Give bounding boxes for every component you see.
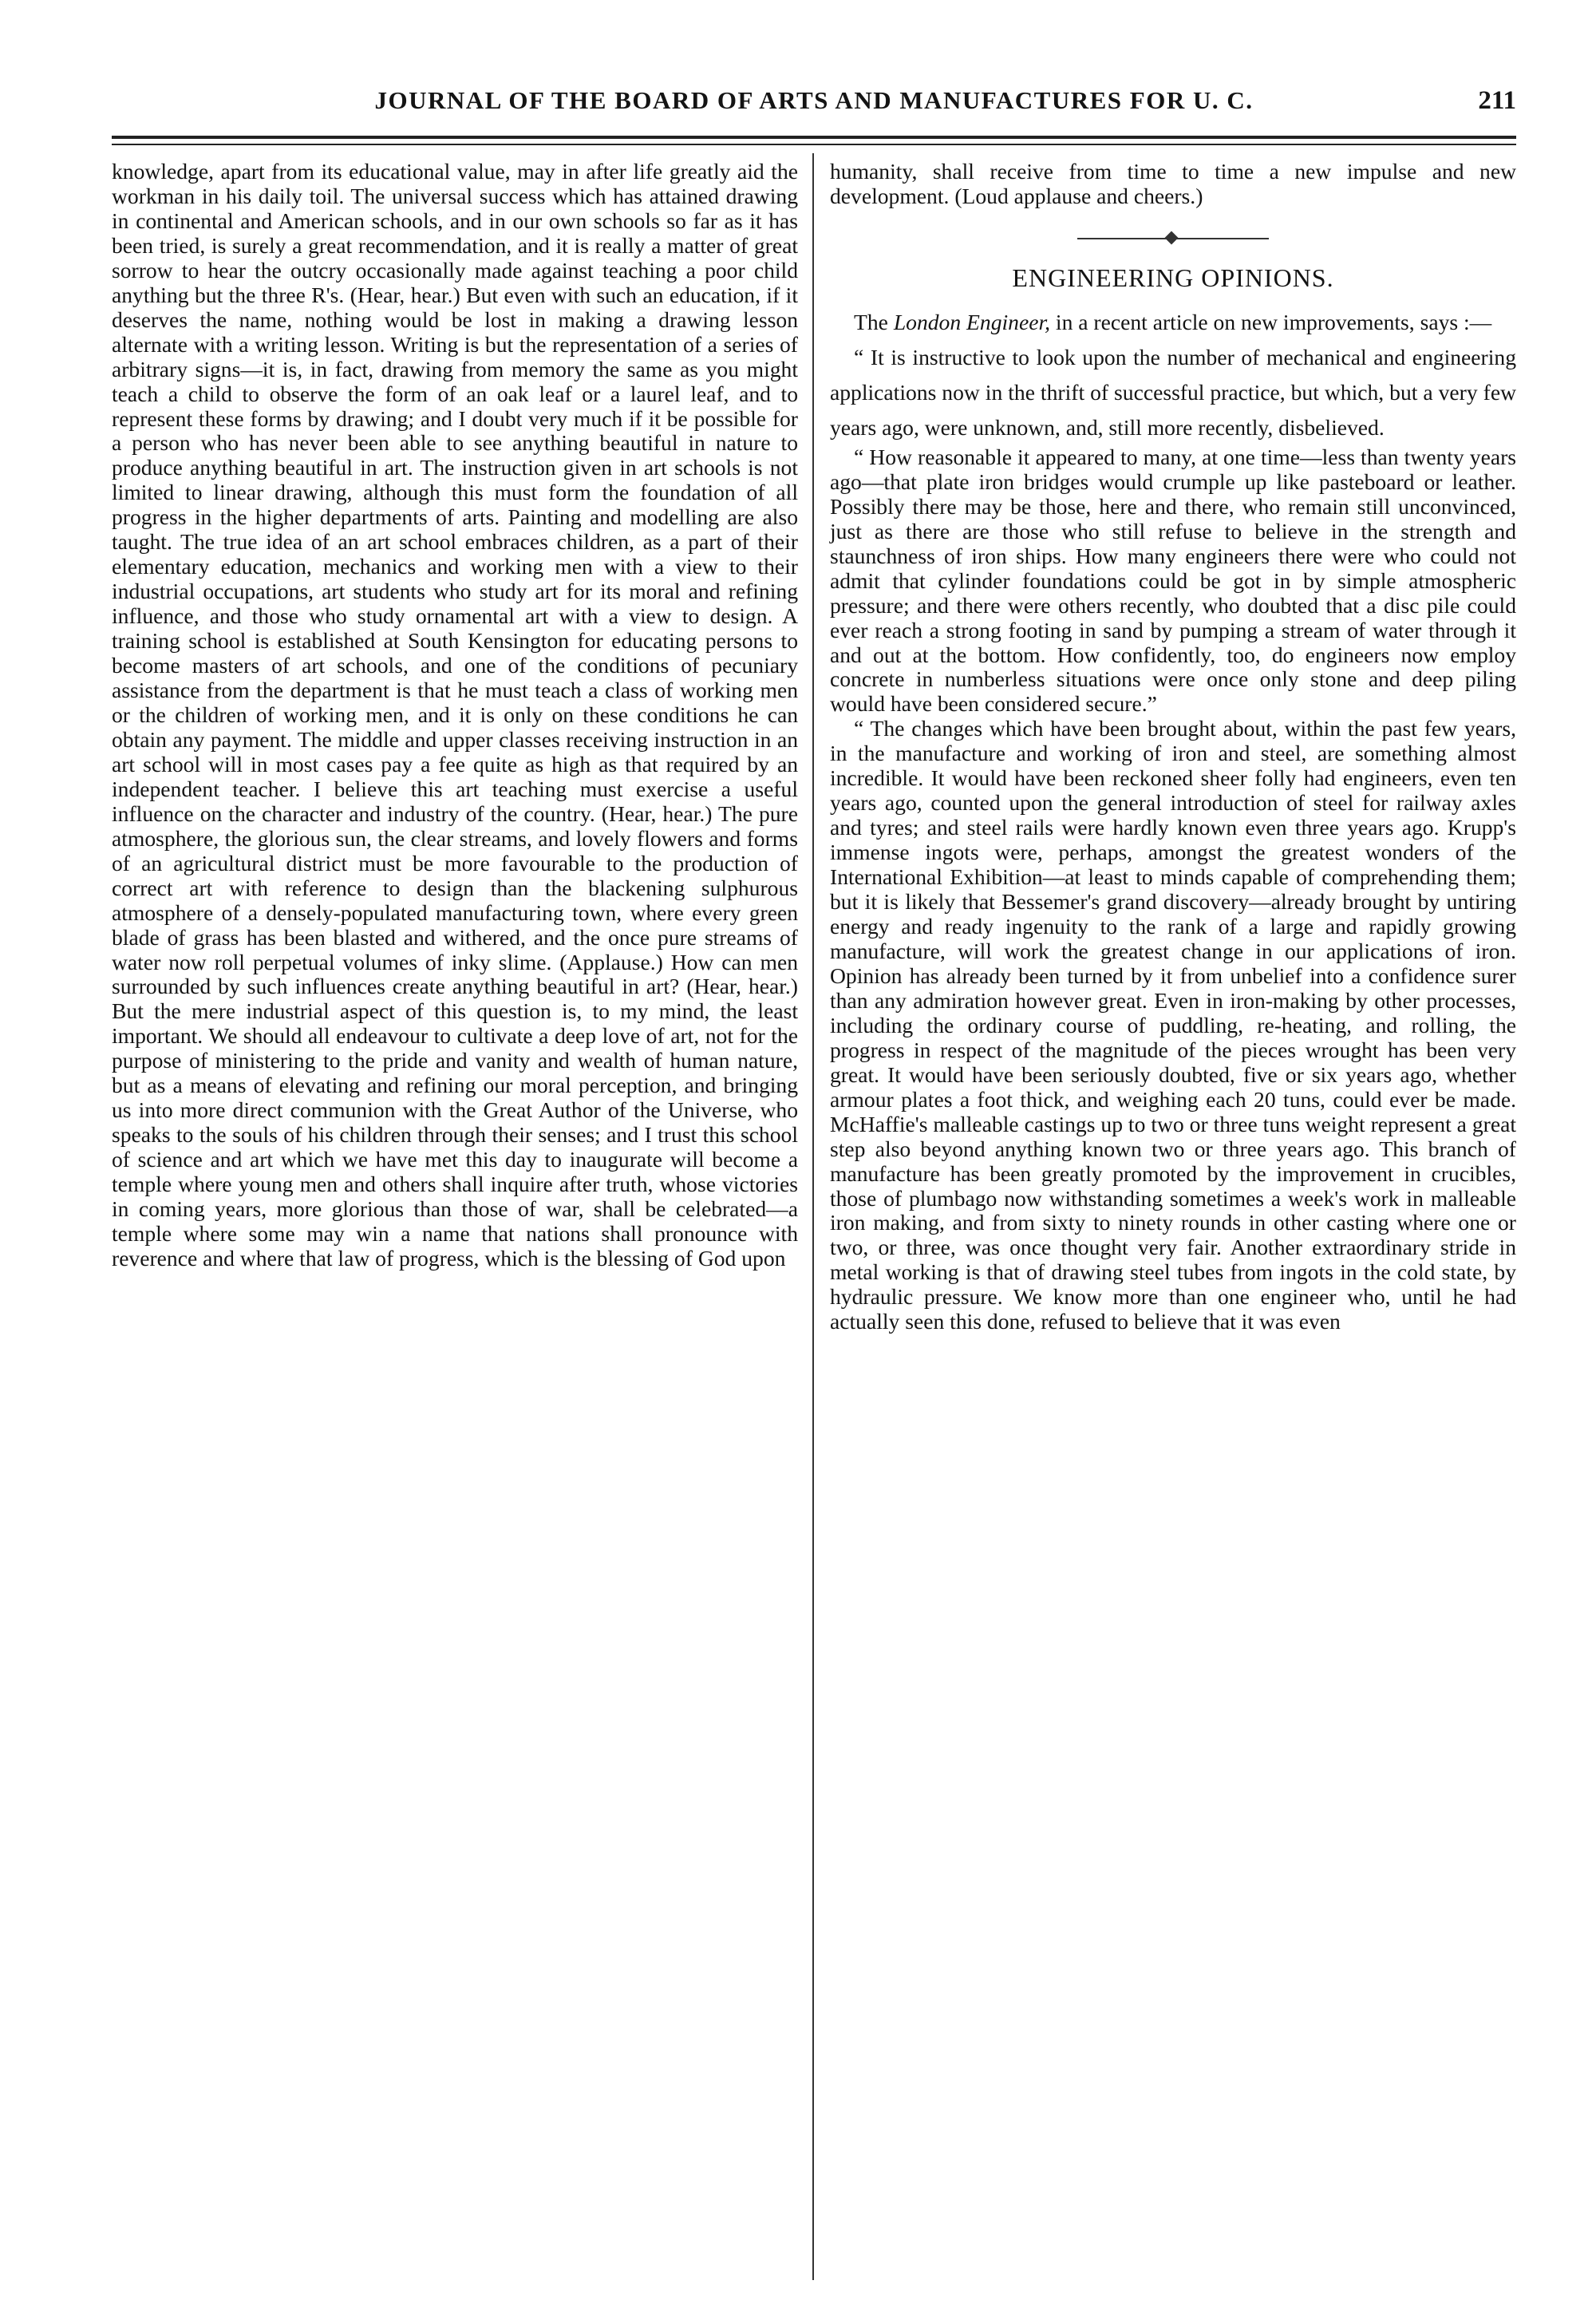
right-column [830,160,1516,1334]
intro-rest: in a recent article on new improvements, says :— [1050,309,1492,334]
journal-title: JOURNAL OF THE BOARD OF ARTS AND MANUFACTURES FOR U. C. [374,86,1254,114]
header-rule-thin [112,144,1516,145]
section-separator [1077,238,1269,239]
column-divider [812,153,814,2280]
publication-name: London Engineer, [893,309,1051,334]
paragraph-2: “ How reasonable it appeared to many, at one time—less than twenty years ago—that plate iron bridges would crumple up like pasteboard or leather. Possibly there may be those, here and there, who remain still unconvinced, just as there are those who still refuse to believe in the strength and staunchness of iron ships. How many engineers there were who could not admit that cylinder foundations could be got in by simple atmospheric pressure; and there were others recently, who doubted that a disc pile could ever reach a strong footing in sand by pumping a stream of water through it and out at the bottom. How confidently, too, do engineers now employ concrete in numberless situations were once only stone and deep piling would have been considered secure.” [830,444,1516,717]
continuation-paragraph: humanity, shall receive from time to time a new impulse and new development. (Loud applause and cheers.) [830,159,1516,208]
intro-paragraph [830,305,1516,340]
left-column-text: knowledge, apart from its educational value, may in after life greatly aid the workman in his daily toil. The universal success which has attained drawing in continental and American schools, and in our own schools so far as it has been tried, is surely a great recommendation, and it is really a matter of great sorrow to hear the outcry occasionally made against teaching a poor child anything but the three R's. (Hear, hear.) But even with such an education, if it deserves the name, nothing would be lost in making a drawing lesson alternate with a writing lesson. Writing is but the representation of a series of arbitrary signs—it is, in fact, drawing from memory the same as you might teach a child to observe the form of an oak leaf or a laurel leaf, and to represent these forms by drawing; and I doubt very much if it be possible for a person who has never been able to see anything beautiful in nature to produce anything beautiful in art. The instruction given in art schools is not limited to linear drawing, although this must form the foundation of all progress in the higher departments of arts. Painting and modelling are also taught. The true idea of an art school embraces children, as a part of their elementary education, mechanics and working men with a view to their industrial occupations, art students who study art for its moral and refining influence, and those who study ornamental art with a view to design. A training school is established at South Kensington for educating persons to become masters of art schools, and one of the conditions of pecuniary assistance from the department is that he must teach a class of working men or the children of working men, and it is only on these conditions he can obtain any payment. The middle and upper classes receiving instruction in an art school will in most cases pay a fee quite as high as that required by an independent teacher. I believe this art teaching must exercise a useful influence on the character and industry of the country. (Hear, hear.) The pure atmosphere, the glorious sun, the clear streams, and lovely flowers and forms of an agricultural district must be more favourable to the production of correct art with reference to design than the blackening sulphurous atmosphere of a densely-populated manufacturing town, where every green blade of grass has been blasted and withered, and the once pure streams of water now roll perpetual volumes of inky slime. (Applause.) How can men surrounded by such influences create anything beautiful in art? (Hear, hear.) But the mere industrial aspect of this question is, to my mind, the least important. We should all endeavour to cultivate a deep love of art, not for the purpose of ministering to the pride and vanity and wealth of human nature, but as a means of elevating and refining our moral perception, and bringing us into more direct communion with the Great Author of the Universe, who speaks to the souls of his children through their senses; and I trust this school of science and art which we have met this day to inaugurate will become a temple where young men and others shall inquire after truth, whose victories in coming years, more glorious than those of war, shall be celebrated—a temple where some may win a name that nations shall pronounce with reverence and where that law of progress, which is the blessing of God upon [112,159,798,1271]
paragraph-3: “ The changes which have been brought about, within the past few years, in the manufacture and working of iron and steel, are something almost incredible. It would have been reckoned sheer folly had engineers, even ten years ago, counted upon the general introduction of steel for railway axles and tyres; and steel rails were hardly known even three years ago. Krupp's immense ingots were, perhaps, amongst the greatest wonders of the International Exhibition—at least to minds capable of comprehending them; but it is likely that Bessemer's grand discovery—already brought by untiring energy and ready ingenuity to the rank of a large and rapidly growing manufacture, will work the greatest change in our applications of iron. Opinion has already been turned by it from unbelief into a confidence surer than any admiration however great. Even in iron-making by other processes, including the ordinary course of puddling, re-heating, and rolling, the progress in respect of the magnitude of the pieces wrought has been very great. It would have been seriously doubted, five or six years ago, whether armour plates a foot thick, and weighing each 20 tuns, could ever be made. McHaffie's malleable castings up to two or three tuns weight represent a great step also beyond anything known two or three years ago. This branch of manufacture has been greatly promoted by the improvement in crucibles, those of plumbago now withstanding sometimes a week's work in malleable iron making, and from sixty to ninety rounds in other casting where one or two, or three, was once thought very fair. Another extraordinary stride in metal working is that of drawing steel tubes from ingots in the cold state, by hydraulic pressure. We know more than one engineer who, until he had actually seen this done, refused to believe that it was even [830,716,1516,1334]
left-column [112,160,798,1271]
intro-lead: The [854,309,894,334]
page-number: 211 [1478,86,1516,115]
section-heading: ENGINEERING OPINIONS. [1012,263,1334,292]
separator-ornament [1165,231,1179,244]
running-header [112,80,1516,128]
paragraph-1: “ It is instructive to look upon the number of mechanical and engineering applications now in the thrift of successful practice, but which, but a very few years ago, were unknown, and, still more recently, disbelieved. [830,344,1516,440]
header-rule-thick [112,136,1516,139]
